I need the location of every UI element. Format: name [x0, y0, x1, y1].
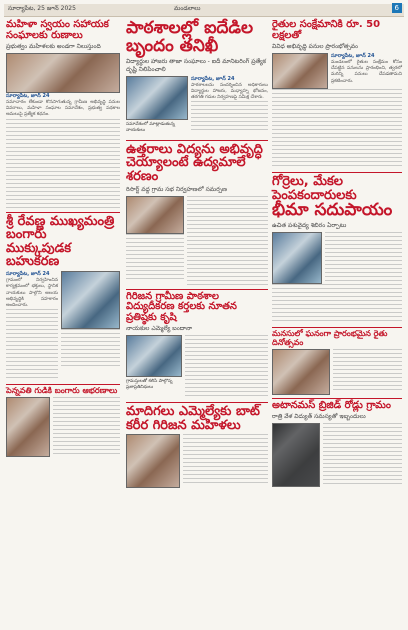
left-story-2: గ్రామంలో నిర్వహించిన కార్యక్రమంలో భక్తులు, స్థానిక నాయకులు పాల్గొని ఆలయ అభివృద్ధికి సహకారం అందించారు.	[6, 278, 58, 308]
right-headline-5: అటానమస్‌ బ్రిజిడ్ రోడ్లు గ్రామం	[272, 399, 391, 411]
right-story-lines-2	[325, 232, 402, 282]
right-divider-3	[272, 398, 402, 399]
right-headline-3: భీమా సదుపాయం	[272, 200, 393, 221]
right-subheadline-1: వివిధ అభివృద్ధి పనుల ప్రారంభోత్సవం	[272, 43, 359, 50]
left-headline-3: ముక్కుపుడక బహుకరణ	[6, 240, 72, 270]
middle-story-lines-4	[185, 335, 268, 399]
middle-headline-2: ఉత్తరాలు విద్యను అభివృద్ధి చెయ్యాలంటే ఉద్యమాలే శరణం	[126, 141, 263, 184]
left-story-lines-1	[6, 119, 120, 209]
middle-caption-2: గ్రామస్తులతో కలిసి పాల్గొన్న ప్రజాప్రతినిధులు	[126, 379, 173, 391]
left-subheadline-1: ప్రభుత్వం మహిళలకు అండగా నిలుస్తుంది	[6, 43, 101, 50]
middle-photo-3	[126, 335, 182, 377]
middle-photo-2	[126, 196, 184, 234]
right-story-lines-3	[272, 284, 402, 324]
left-story-lines-4	[53, 397, 120, 455]
left-divider-1	[6, 212, 120, 213]
left-dateline-1: సూర్యాపేట, జూన్ 24	[6, 93, 50, 99]
right-story-lines-5	[323, 423, 402, 485]
right-column	[272, 20, 402, 490]
left-headline-1: మహిళా స్వయం సహాయక సంఘాలకు రుణాలు	[6, 19, 109, 41]
left-photo-2	[61, 271, 120, 329]
left-photo-3	[6, 397, 50, 457]
middle-subheadline-1: విద్యార్థుల హాజరు తాజా సంఘాలు - ఐదీ మానిటరింగ్ ప్రత్యేక దృష్టి నిలిపించాలి	[126, 57, 266, 73]
middle-story-lines-5	[183, 434, 268, 486]
middle-subheadline-3: నాయకుల ఎమ్మెల్యే బందానా	[126, 325, 193, 333]
left-column	[6, 20, 120, 460]
middle-headline-1: పాఠశాలల్లో ఐదేడిల బృందం తనిఖీ	[126, 18, 254, 56]
middle-story-lines-2	[126, 234, 184, 282]
right-story-lines-4	[333, 349, 402, 393]
left-divider-2	[6, 384, 120, 385]
right-story-lines-1	[272, 89, 402, 169]
right-headline-4: మనసులో ఘనంగా ప్రారంభమైన రైతు దినోత్సవం	[272, 329, 388, 347]
middle-subheadline-2: రిసార్ట్ వద్ద గ్రామ సభ నిర్వహణలో సమర్పణ	[126, 185, 227, 193]
right-photo-1	[272, 53, 328, 89]
left-dateline-2: సూర్యాపేట, జూన్ 24	[6, 271, 50, 278]
middle-column	[126, 20, 268, 491]
newspaper-header	[4, 4, 404, 17]
left-story-lines-3	[61, 329, 120, 369]
middle-headline-4: మాదిగలు ఎమ్మెల్యేకు బాట్ కరీర గిరిజన మహిళలు	[126, 404, 260, 433]
left-headline-2: శ్రీ రేవణ్ణ ముఖ్యమంత్రి బంగారు	[6, 213, 115, 243]
left-story-1: సమాచారం లేకుండా కొనసాగుతున్న గ్రామీణ అభివృద్ధి పనుల వివరాలు, మహిళా సంఘాల సమావేశం, ప్రభుత్వ పథకాల అమలుపై ప్రత్యేక కథనం.	[6, 100, 120, 118]
middle-divider-2	[126, 289, 268, 290]
middle-divider-3	[126, 402, 268, 403]
middle-divider-1	[126, 140, 268, 141]
left-photo-1	[6, 53, 120, 93]
right-story-1: మండలంలో రైతుల సంక్షేమం కోసం చేపట్టిన పనులను ప్రారంభించి, త్వరలో మరిన్ని పనులు చేపడతామని ప్రకటించారు.	[331, 60, 402, 84]
middle-story-1: పాఠశాలలను సందర్శించిన అధికారులు విద్యార్థుల హాజరు, మధ్యాహ్న భోజనం, తరగతి గదుల నిర్వహణపై సమీక్ష చేశారు.	[191, 82, 268, 101]
middle-dateline-1: సూర్యాపేట, జూన్ 24	[191, 75, 235, 82]
left-story-lines-2	[6, 309, 58, 381]
middle-story-lines-3	[187, 196, 268, 286]
header-date: సూర్యాపేట, 25 జూన్ 2025	[8, 5, 76, 12]
right-headline-1: రైతుల సంక్షేమానికి రూ. 50 లక్షలతో	[272, 19, 381, 41]
middle-caption-1: సమావేశంలో మాట్లాడుతున్న నాయకులు	[126, 121, 175, 133]
right-photo-3	[272, 349, 330, 395]
page-number: 6	[392, 3, 402, 13]
right-subheadline-3: రాత్రి వేళ విద్యుత్ సమస్యతో ఇబ్బందులు	[272, 413, 366, 421]
right-dateline-1: సూర్యాపేట, జూన్ 24	[331, 53, 375, 59]
right-headline-2: గోర్రెలు, మేకల పెంపకందారులకు	[272, 174, 357, 203]
right-divider-2	[272, 327, 402, 328]
right-photo-4	[272, 423, 320, 487]
middle-story-lines-1	[191, 101, 268, 131]
middle-photo-4	[126, 434, 180, 488]
right-photo-2	[272, 232, 322, 284]
middle-photo-1	[126, 76, 188, 120]
left-headline-4: పెన్నవతి గుడికి బంగారు ఆభరణాలు	[6, 386, 118, 396]
right-divider-1	[272, 172, 402, 173]
header-section: మండలాలు	[174, 5, 201, 12]
right-subheadline-2: ఉచిత పశువైద్య శిబిరం ఏర్పాటు	[272, 222, 347, 230]
middle-headline-3: గిరిజన గ్రామీణ పాఠశాల విద్యుదీకరణ కర్తలకు నూతన ప్రతిష్ఠకు కృషి	[126, 290, 237, 323]
